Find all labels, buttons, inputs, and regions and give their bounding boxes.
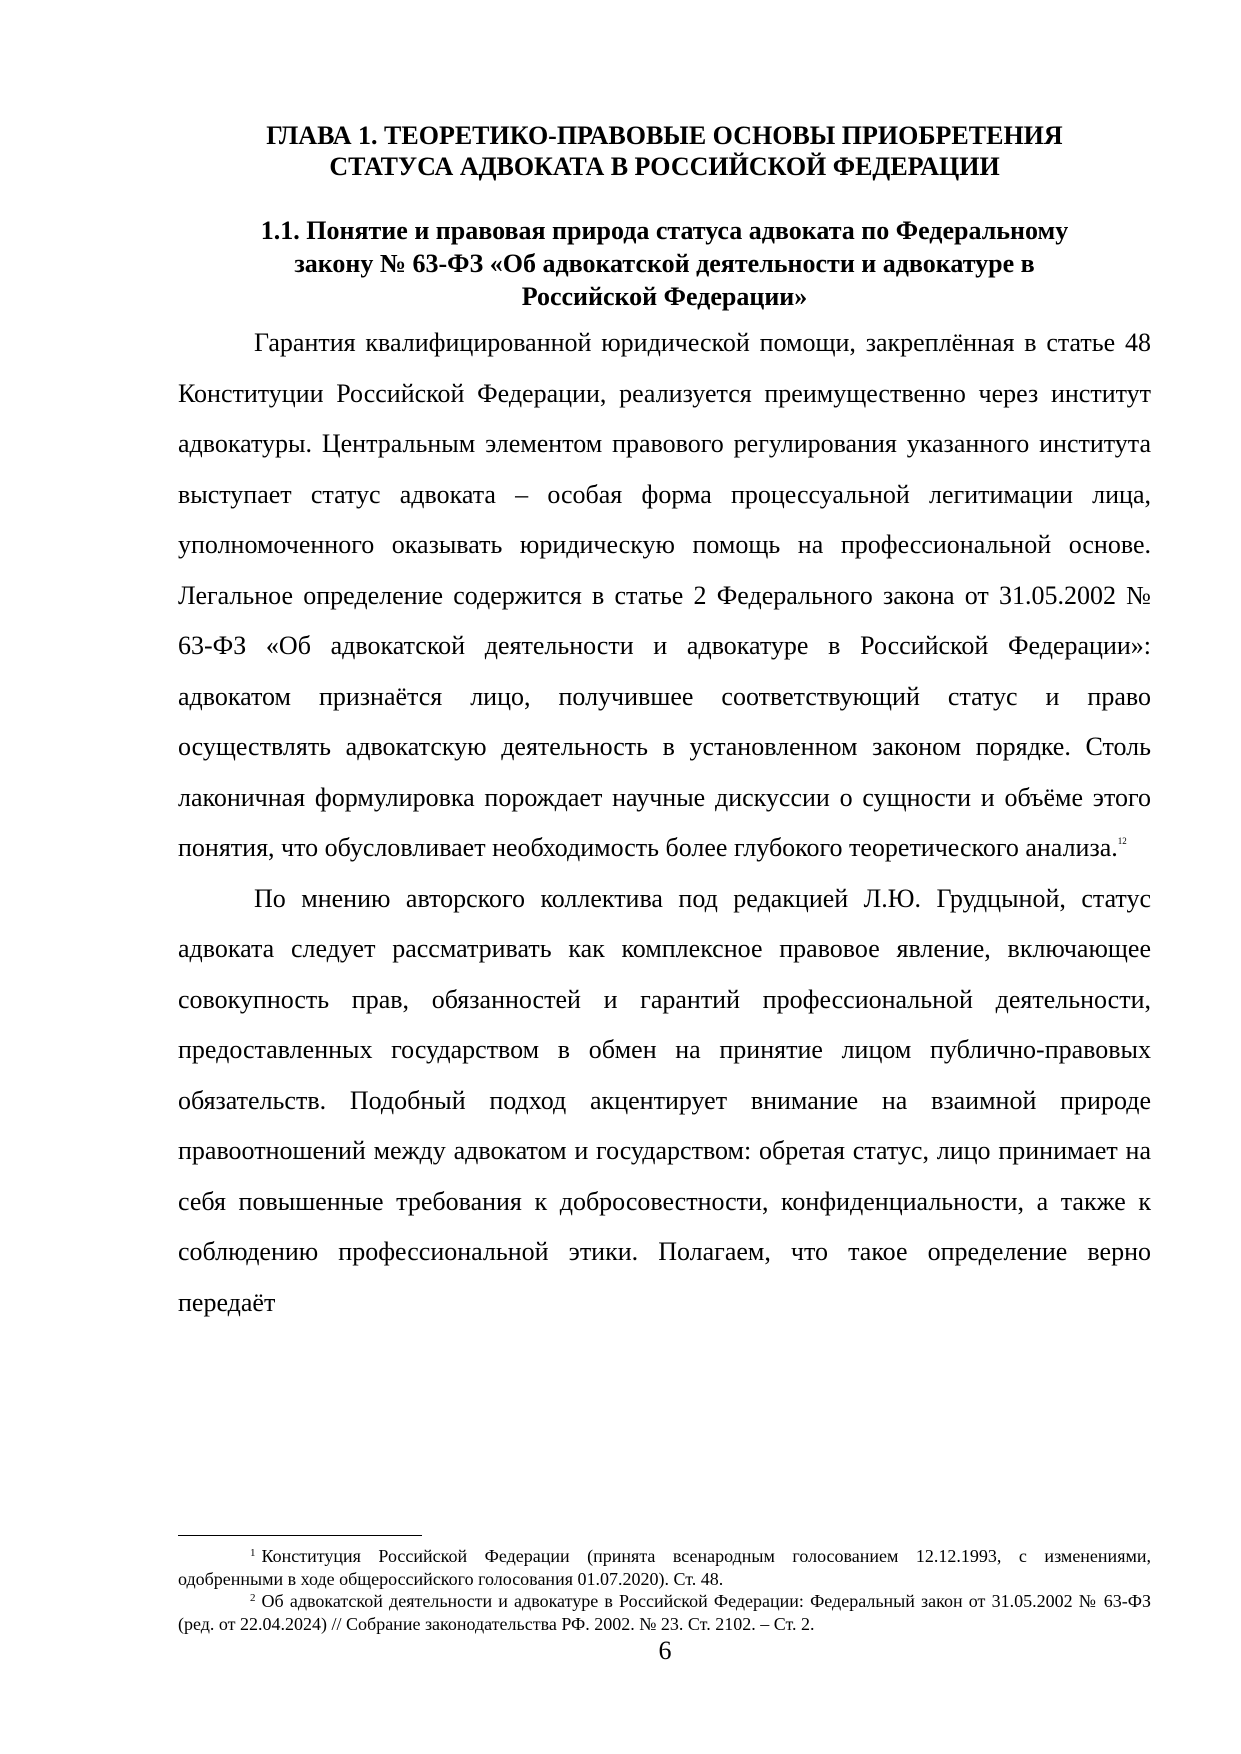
footnote-reference[interactable]: 12	[1117, 836, 1127, 846]
page-number: 6	[658, 1636, 672, 1665]
section-title-line: закону № 63-ФЗ «Об адвокатской деятельности и адвокатуре в	[294, 249, 1035, 278]
footnote-separator	[178, 1535, 422, 1536]
footnote	[178, 1545, 1151, 1590]
paragraph-text: Гарантия квалифицированной юридической помощи, закреплённая в статье 48 Конституции Российской Федерации, реализуется преимущественно через институт адвокатуры. Центральным элементом правового регулирования указанного института выступает статус адвоката – особая форма процессуальной легитимации лица, уполномоченного оказывать юридическую помощь на профессиональной основе. Легальное определение содержится в статье 2 Федерального закона от 31.05.2002 № 63-ФЗ «Об адвокатской деятельности и адвокатуре в Российской Федерации»: адвокатом признаётся лицо, получившее соответствующий статус и право осуществлять адвокатскую деятельность в установленном законом порядке. Столь лаконичная формулировка порождает научные дискуссии о сущности и объёме этого понятия, что обусловливает необходимость более глубокого теоретического анализа.	[178, 328, 1151, 862]
chapter-title-line: ГЛАВА 1. ТЕОРЕТИКО-ПРАВОВЫЕ ОСНОВЫ ПРИОБРЕТЕНИЯ	[266, 121, 1063, 150]
paragraph	[178, 318, 1151, 874]
chapter-title-line: СТАТУСА АДВОКАТА В РОССИЙСКОЙ ФЕДЕРАЦИИ	[329, 152, 1000, 181]
paragraph-text: По мнению авторского коллектива под редакцией Л.Ю. Грудцыной, статус адвоката следует рассматривать как комплексное правовое явление, включающее совокупность прав, обязанностей и гарантий профессиональной деятельности, предоставленных государством в обмен на принятие лицом публично-правовых обязательств. Подобный подход акцентирует внимание на взаимной природе правоотношений между адвокатом и государством: обретая статус, лицо принимает на себя повышенные требования к добросовестности, конфиденциальности, а также к соблюдению профессиональной этики. Полагаем, что такое определение верно передаёт	[178, 883, 1151, 1317]
footnote-text: Конституция Российской Федерации (принята всенародным голосованием 12.12.1993, с изменениями, одобренными в ходе общероссийского голосования 01.07.2020). Ст. 48.	[178, 1546, 1151, 1589]
section-title-line: Российской Федерации»	[521, 282, 808, 311]
footnote-text: Об адвокатской деятельности и адвокатуре в Российской Федерации: Федеральный закон от 31.05.2002 № 63-ФЗ (ред. от 22.04.2024) // Собрание законодательства РФ. 2002. № 23. Ст. 2102. – Ст. 2.	[178, 1591, 1151, 1634]
body-text	[178, 318, 1151, 1328]
footnote	[178, 1590, 1151, 1635]
footnote-marker: 2	[250, 1592, 256, 1604]
footnotes	[178, 1545, 1151, 1635]
section-title	[178, 214, 1151, 313]
paragraph	[178, 874, 1151, 1329]
chapter-title	[178, 120, 1151, 182]
footnote-marker: 1	[250, 1547, 256, 1559]
section-title-line: 1.1. Понятие и правовая природа статуса адвоката по Федеральному	[260, 216, 1069, 245]
